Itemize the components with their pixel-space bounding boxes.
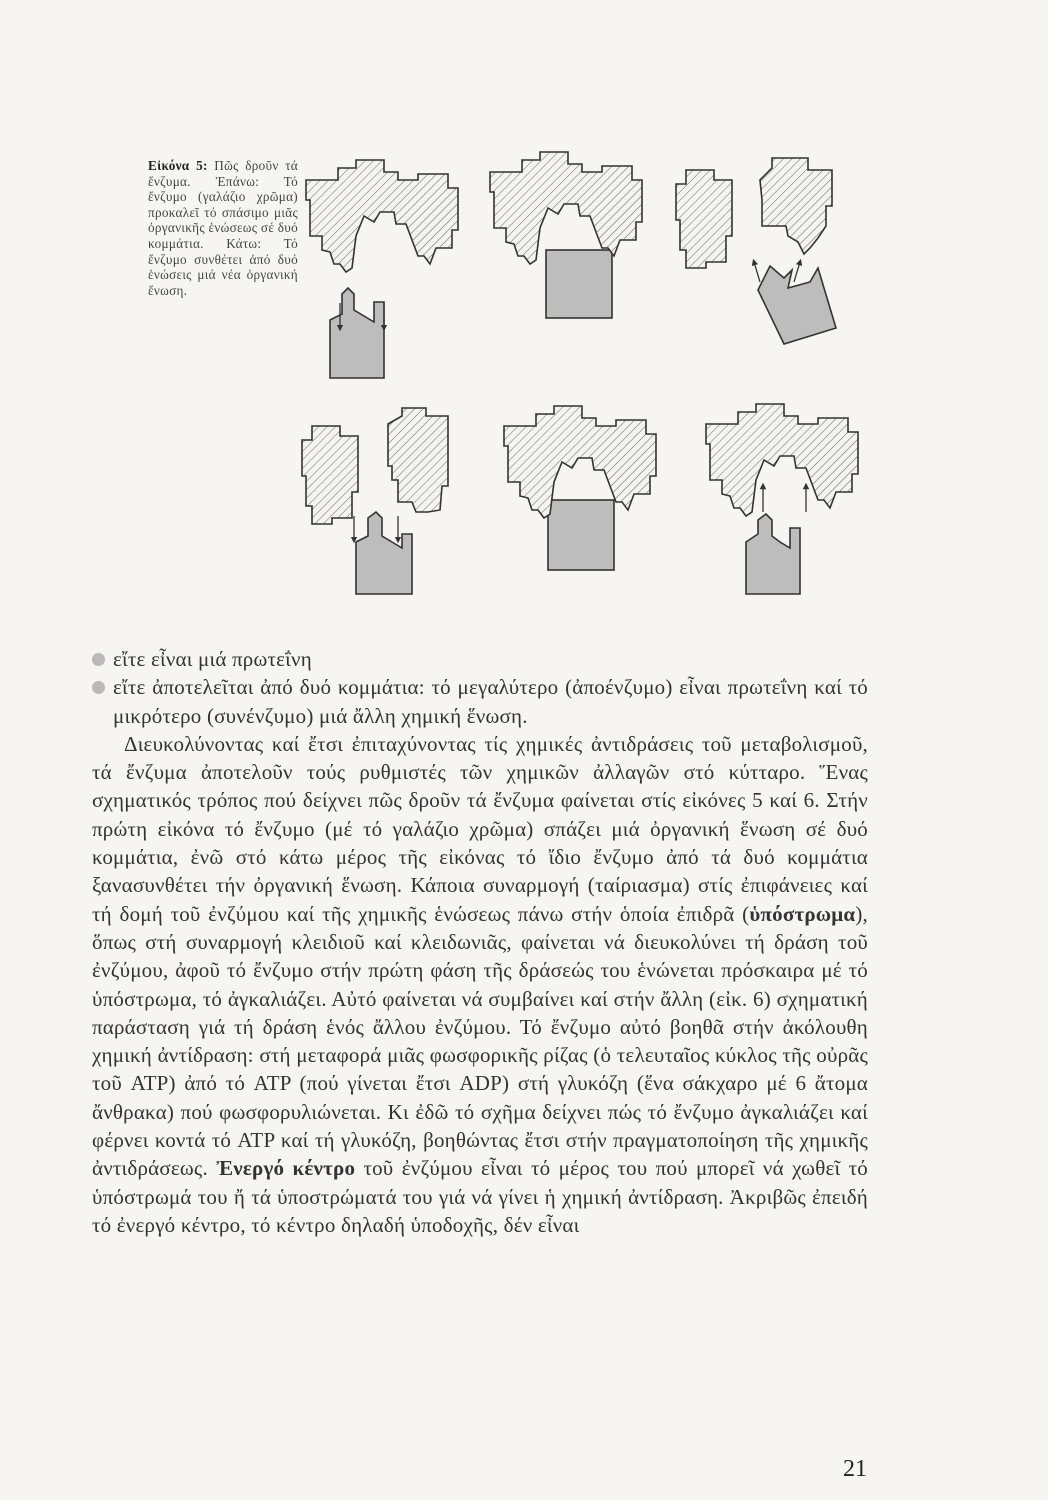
enzyme-shape (706, 404, 858, 516)
term-substrate: ὑπόστρωμα (749, 901, 856, 926)
paragraph-text: ), ὅπως στή συναρμογή κλειδιοῦ καί κλειδωνιᾶς, φαίνεται νά διευκολύνει τή δράση τοῦ ἐνζύμου, ἀφοῦ τό ἔνζυμο στήν πρώτη φάση τῆς δράσεώς του ἑνώνεται πρόσκαιρα μέ τό ὑπόστρωμα, τό ἀγκαλιάζει. Αὐτό φαίνεται νά συμβαίνει καί στήν ἄλλη (εἰκ. 6) σχηματική παράσταση γιά τή δράση ἑνός ἄλλου ἐνζύμου. Τό ἔνζυμο αὐτό βοηθᾶ στήν ἀκόλουθη χημική ἀντίδραση: στή μεταφορά μιᾶς φωσφορικῆς ρίζας (ὁ τελευταῖος κύκλος τῆς οὐρᾶς τοῦ ATP) ἀπό τό ATP (πού γίνεται ἔτσι ADP) στή γλυκόζη (ἕνα σάκχαρο μέ 6 ἄτομα ἄνθρακα) πού φωσφορυλιώνεται. Κι ἐδῶ τό σχῆμα δείχνει πώς τό ἔνζυμο ἀγκαλιάζει καί φέρνει κοντά τό ATP καί τή γλυκόζη, βοηθώντας ἔτσι στήν πραγματοποίηση τῆς χημικῆς ἀντιδράσεως. (92, 901, 868, 1181)
bullet-dot-icon (92, 681, 105, 694)
enzyme-shape (388, 408, 448, 512)
scene-top-1 (306, 160, 458, 378)
figure-caption-text: Πῶς δροῦν τά ἔνζυμα. Ἐπάνω: Τό ἔνζυμο (γαλάζιο χρῶμα) προκαλεῖ τό σπάσιμο μιᾶς ὀργανικῆς ἑνώσεως σέ δυό κομμάτια. Κάτω: Τό ἔνζυμο συνθέτει ἀπό δυό ἑνώσεις μιά νέα ὀργανική ἕνωση. (148, 158, 298, 298)
figure-label: Εἰκόνα 5: (148, 158, 208, 173)
scene-top-3 (676, 158, 836, 344)
substrate-shape (356, 512, 412, 594)
substrate-shape (546, 250, 612, 318)
substrate-shape (548, 500, 614, 570)
substrate-shape (746, 514, 800, 594)
enzyme-shape (490, 152, 642, 264)
paragraph-text: τοῦ ἐνζύμου εἶναι τό μέρος του πού μπορεῖ νά χωθεῖ τό ὑπόστρωμά του ἤ τά ὑποστρώματά του γιά νά γίνει ἡ χημική ἀντίδραση. Ἀκριβῶς ἐπειδή τό ἐνεργό κέντρο, τό κέντρο δηλαδή ὑποδοχῆς, δέν εἶναι (92, 1156, 868, 1237)
enzyme-fragment-shape (676, 170, 732, 268)
scene-top-2 (490, 152, 642, 318)
enzyme-shape (306, 160, 458, 272)
term-active-center: Ἐνεργό κέντρο (216, 1156, 356, 1181)
substrate-shape (758, 266, 836, 344)
arrow-icon (794, 262, 800, 282)
bullet-text: εἴτε ἀποτελεῖται ἀπό δυό κομμάτια: τό μεγαλύτερο (ἀποένζυμο) εἶναι πρωτεΐνη καί τό μικρότερο (συνένζυμο) μιά ἄλλη χημική ἕνωση. (113, 675, 868, 728)
scene-bottom-2 (504, 406, 656, 570)
substrate-shape (330, 288, 384, 378)
scene-bottom-1 (302, 408, 448, 594)
page-number: 21 (843, 1456, 867, 1482)
bullet-text: εἴτε εἶναι μιά πρωτεΐνη (113, 647, 312, 671)
body-text (92, 645, 868, 1239)
bullet-dot-icon (92, 653, 105, 666)
paragraph-text: Διευκολύνοντας καί ἔτσι ἐπιταχύνοντας τίς χημικές ἀντιδράσεις τοῦ μεταβολισμοῦ, τά ἔνζυμα ἀποτελοῦν τούς ρυθμιστές τῶν χημικῶν ἀλλαγῶν στό κύτταρο. Ἕνας σχηματικός τρόπος πού δείχνει πῶς δροῦν τά ἔνζυμα φαίνεται στίς εἰκόνες 5 καί 6. Στήν πρώτη εἰκόνα τό ἔνζυμο (μέ τό γαλάζιο χρῶμα) σπάζει μιά ὀργανική ἕνωση σέ δυό κομμάτια, ἐνῶ στό κάτω μέρος τῆς εἰκόνας τό ἴδιο ἔνζυμο ἀπό τά δυό κομμάτια ξανασυνθέτει τήν ὀργανική ἕνωση. Κάποια συναρμογή (ταίριασμα) στίς ἐπιφάνειες καί τή δομή τοῦ ἐνζύμου καί τῆς χημικῆς ἑνώσεως πάνω στήν ὁποία ἐπιδρᾶ ( (92, 731, 868, 926)
bullet-item (92, 645, 868, 673)
arrow-icon (754, 262, 760, 282)
scene-bottom-3 (706, 404, 858, 594)
main-paragraph (92, 730, 868, 1239)
enzyme-fragment-shape (302, 426, 358, 524)
enzyme-shape (760, 158, 832, 254)
bullet-item (92, 673, 868, 730)
enzyme-diagram (0, 0, 1048, 640)
